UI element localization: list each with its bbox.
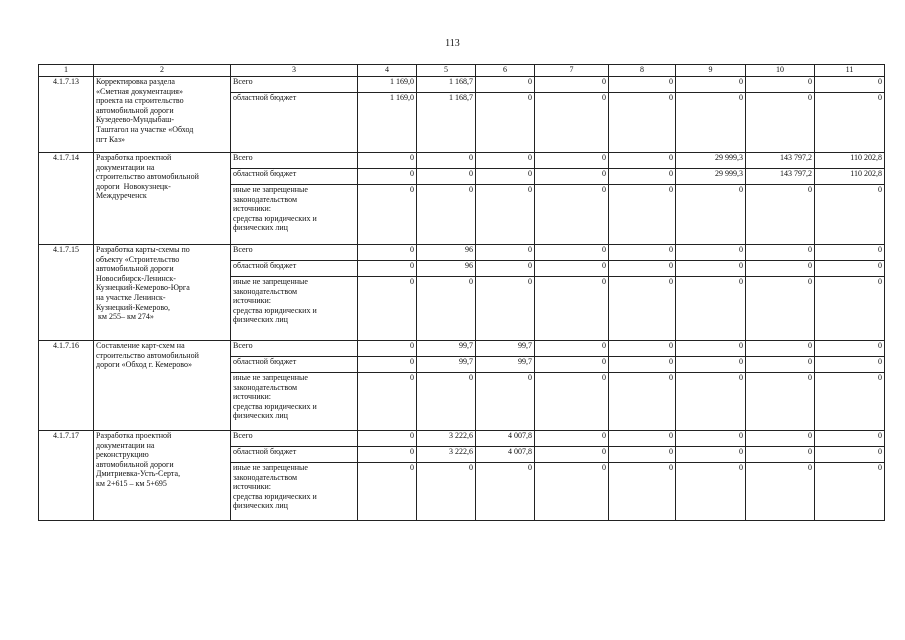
value-cell: 96 <box>417 245 476 261</box>
header-row <box>39 65 885 77</box>
item-name-line: строительство автомобильной <box>96 350 199 360</box>
value-cell: 0 <box>746 463 815 521</box>
funding-source: областной бюджет <box>231 357 358 373</box>
funding-source-line: физических лиц <box>233 223 288 233</box>
item-name-line: документации на <box>96 162 155 172</box>
funding-source-line: средства юридических и <box>233 213 317 223</box>
value-cell: 0 <box>476 169 535 185</box>
budget-table <box>38 64 885 521</box>
value-cell: 0 <box>676 77 746 93</box>
item-name-line: дороги «Обход г. Кемерово» <box>96 360 193 370</box>
funding-source-line: иные не запрещенные <box>233 185 308 194</box>
value-cell: 0 <box>676 447 746 463</box>
value-cell: 4 007,8 <box>476 447 535 463</box>
item-name <box>94 77 231 153</box>
funding-source-line: источники: <box>233 392 271 402</box>
value-cell: 0 <box>746 245 815 261</box>
funding-source-line: источники: <box>233 482 271 492</box>
value-cell: 0 <box>746 373 815 431</box>
funding-source: Всего <box>231 245 358 261</box>
value-cell: 99,7 <box>476 357 535 373</box>
value-cell: 0 <box>609 245 676 261</box>
value-cell: 0 <box>476 153 535 169</box>
funding-source-line: иные не запрещенные <box>233 463 308 472</box>
value-cell: 0 <box>358 447 417 463</box>
funding-source-line: законодательством <box>233 194 298 204</box>
value-cell: 0 <box>609 373 676 431</box>
value-cell: 0 <box>746 447 815 463</box>
item-name-line: Кузнецкий-Кемерово, <box>96 302 171 312</box>
funding-source-line: законодательством <box>233 286 298 296</box>
value-cell: 0 <box>676 185 746 245</box>
value-cell: 0 <box>476 373 535 431</box>
funding-source-line: законодательством <box>233 382 298 392</box>
item-name <box>94 245 231 341</box>
value-cell: 0 <box>746 261 815 277</box>
value-cell: 0 <box>676 463 746 521</box>
page-number: 113 <box>445 38 460 49</box>
value-cell: 1 169,0 <box>358 93 417 153</box>
value-cell: 0 <box>358 261 417 277</box>
funding-source-line: иные не запрещенные <box>233 277 308 286</box>
value-cell: 0 <box>746 77 815 93</box>
table-row <box>39 153 885 169</box>
value-cell: 0 <box>535 277 609 341</box>
table-row <box>39 77 885 93</box>
column-header: 8 <box>609 65 676 77</box>
funding-source-line: средства юридических и <box>233 305 317 315</box>
funding-source-line: физических лиц <box>233 315 288 325</box>
value-cell: 0 <box>609 77 676 93</box>
value-cell: 0 <box>476 93 535 153</box>
value-cell: 0 <box>815 261 885 277</box>
value-cell: 0 <box>535 93 609 153</box>
value-cell: 143 797,2 <box>746 169 815 185</box>
funding-source-line: физических лиц <box>233 501 288 511</box>
value-cell: 0 <box>609 93 676 153</box>
value-cell: 0 <box>417 169 476 185</box>
value-cell: 0 <box>476 277 535 341</box>
value-cell: 1 168,7 <box>417 77 476 93</box>
value-cell: 99,7 <box>417 357 476 373</box>
funding-source: Всего <box>231 153 358 169</box>
value-cell: 0 <box>358 357 417 373</box>
item-code: 4.1.7.14 <box>39 153 94 245</box>
value-cell: 0 <box>476 261 535 277</box>
value-cell: 0 <box>815 93 885 153</box>
value-cell: 96 <box>417 261 476 277</box>
item-name-line: км 255– км 274» <box>96 312 154 322</box>
value-cell: 0 <box>358 185 417 245</box>
funding-source-line: источники: <box>233 296 271 306</box>
item-name-line: на участке Ленинск- <box>96 292 166 302</box>
column-header: 6 <box>476 65 535 77</box>
item-name-line: «Сметная документация» <box>96 86 183 96</box>
value-cell: 0 <box>609 341 676 357</box>
value-cell: 0 <box>609 169 676 185</box>
value-cell: 0 <box>609 463 676 521</box>
item-name-line: документации на <box>96 440 155 450</box>
value-cell: 0 <box>535 341 609 357</box>
item-name-line: пгт Каз» <box>96 134 125 144</box>
value-cell: 0 <box>476 185 535 245</box>
value-cell: 0 <box>609 357 676 373</box>
value-cell: 0 <box>535 185 609 245</box>
value-cell: 0 <box>535 373 609 431</box>
item-name-line: Дмитриевка-Усть-Серта, <box>96 469 181 479</box>
value-cell: 0 <box>535 153 609 169</box>
funding-source-line: физических лиц <box>233 411 288 421</box>
column-header: 10 <box>746 65 815 77</box>
value-cell: 0 <box>746 277 815 341</box>
funding-source-line: средства юридических и <box>233 491 317 501</box>
value-cell: 0 <box>535 261 609 277</box>
value-cell: 0 <box>676 373 746 431</box>
value-cell: 1 168,7 <box>417 93 476 153</box>
value-cell: 0 <box>358 277 417 341</box>
table-row <box>39 431 885 447</box>
value-cell: 0 <box>358 169 417 185</box>
funding-source: областной бюджет <box>231 447 358 463</box>
value-cell: 0 <box>535 357 609 373</box>
value-cell: 0 <box>676 431 746 447</box>
item-name-line: автомобильной дороги <box>96 459 174 469</box>
table-row <box>39 245 885 261</box>
value-cell: 99,7 <box>476 341 535 357</box>
value-cell: 0 <box>417 463 476 521</box>
item-name-line: Кузнецкий-Кемерово-Юрга <box>96 283 190 293</box>
item-code: 4.1.7.15 <box>39 245 94 341</box>
item-name <box>94 341 231 431</box>
value-cell: 0 <box>358 431 417 447</box>
item-name-line: Кузедеево-Мундыбаш- <box>96 115 174 125</box>
value-cell: 0 <box>746 341 815 357</box>
funding-source <box>231 185 358 245</box>
item-name <box>94 153 231 245</box>
item-code: 4.1.7.16 <box>39 341 94 431</box>
value-cell: 0 <box>535 245 609 261</box>
column-header: 9 <box>676 65 746 77</box>
funding-source <box>231 373 358 431</box>
value-cell: 0 <box>417 185 476 245</box>
value-cell: 0 <box>815 77 885 93</box>
value-cell: 0 <box>609 261 676 277</box>
value-cell: 3 222,6 <box>417 431 476 447</box>
funding-source-line: иные не запрещенные <box>233 373 308 382</box>
value-cell: 0 <box>358 463 417 521</box>
value-cell: 0 <box>815 463 885 521</box>
value-cell: 0 <box>417 153 476 169</box>
value-cell: 0 <box>815 373 885 431</box>
value-cell: 0 <box>676 261 746 277</box>
funding-source-line: средства юридических и <box>233 401 317 411</box>
value-cell: 0 <box>676 357 746 373</box>
item-name <box>94 431 231 521</box>
column-header: 5 <box>417 65 476 77</box>
value-cell: 3 222,6 <box>417 447 476 463</box>
column-header: 4 <box>358 65 417 77</box>
value-cell: 0 <box>535 447 609 463</box>
value-cell: 0 <box>535 169 609 185</box>
value-cell: 1 169,0 <box>358 77 417 93</box>
value-cell: 29 999,3 <box>676 169 746 185</box>
column-header: 11 <box>815 65 885 77</box>
value-cell: 0 <box>676 277 746 341</box>
item-name-line: реконструкцию <box>96 450 149 460</box>
item-name-line: дороги Новокузнецк- <box>96 181 171 191</box>
item-name-line: Разработка проектной <box>96 153 172 162</box>
funding-source: Всего <box>231 431 358 447</box>
value-cell: 0 <box>358 341 417 357</box>
item-name-line: автомобильной дороги <box>96 264 174 274</box>
funding-source: областной бюджет <box>231 93 358 153</box>
value-cell: 0 <box>676 93 746 153</box>
funding-source <box>231 277 358 341</box>
value-cell: 0 <box>609 447 676 463</box>
funding-source: Всего <box>231 341 358 357</box>
item-code: 4.1.7.17 <box>39 431 94 521</box>
value-cell: 0 <box>746 357 815 373</box>
item-name-line: Корректировка раздела <box>96 77 175 86</box>
value-cell: 0 <box>535 77 609 93</box>
value-cell: 143 797,2 <box>746 153 815 169</box>
item-name-line: проекта на строительство <box>96 96 184 106</box>
value-cell: 0 <box>746 93 815 153</box>
value-cell: 0 <box>815 447 885 463</box>
value-cell: 0 <box>676 245 746 261</box>
value-cell: 0 <box>417 373 476 431</box>
value-cell: 110 202,8 <box>815 153 885 169</box>
item-name-line: Разработка карты-схемы по <box>96 245 190 254</box>
value-cell: 0 <box>476 463 535 521</box>
value-cell: 0 <box>815 431 885 447</box>
value-cell: 99,7 <box>417 341 476 357</box>
value-cell: 0 <box>535 463 609 521</box>
item-name-line: Междуреченск <box>96 191 147 201</box>
value-cell: 0 <box>417 277 476 341</box>
item-name-line: Составление карт-схем на <box>96 341 185 350</box>
value-cell: 0 <box>476 77 535 93</box>
item-name-line: Новосибирск-Ленинск- <box>96 273 176 283</box>
item-name-line: строительство автомобильной <box>96 172 199 182</box>
funding-source: областной бюджет <box>231 169 358 185</box>
value-cell: 0 <box>609 185 676 245</box>
value-cell: 0 <box>676 341 746 357</box>
value-cell: 0 <box>609 431 676 447</box>
value-cell: 110 202,8 <box>815 169 885 185</box>
value-cell: 0 <box>746 185 815 245</box>
value-cell: 0 <box>358 153 417 169</box>
funding-source-line: законодательством <box>233 472 298 482</box>
value-cell: 29 999,3 <box>676 153 746 169</box>
value-cell: 0 <box>815 245 885 261</box>
item-name-line: автомобильной дороги <box>96 105 174 115</box>
funding-source: областной бюджет <box>231 261 358 277</box>
value-cell: 0 <box>609 277 676 341</box>
funding-source <box>231 463 358 521</box>
funding-source: Всего <box>231 77 358 93</box>
item-name-line: объекту «Строительство <box>96 254 180 264</box>
funding-source-line: источники: <box>233 204 271 214</box>
value-cell: 0 <box>535 431 609 447</box>
item-name-line: км 2+615 – км 5+695 <box>96 478 167 488</box>
value-cell: 0 <box>815 277 885 341</box>
value-cell: 4 007,8 <box>476 431 535 447</box>
value-cell: 0 <box>746 431 815 447</box>
table-body <box>39 77 885 521</box>
value-cell: 0 <box>815 185 885 245</box>
value-cell: 0 <box>609 153 676 169</box>
table-row <box>39 341 885 357</box>
item-name-line: Таштагол на участке «Обход <box>96 124 194 134</box>
column-header: 1 <box>39 65 94 77</box>
value-cell: 0 <box>476 245 535 261</box>
value-cell: 0 <box>358 373 417 431</box>
column-header: 2 <box>94 65 231 77</box>
column-header: 3 <box>231 65 358 77</box>
value-cell: 0 <box>358 245 417 261</box>
value-cell: 0 <box>815 357 885 373</box>
value-cell: 0 <box>815 341 885 357</box>
item-code: 4.1.7.13 <box>39 77 94 153</box>
column-header: 7 <box>535 65 609 77</box>
item-name-line: Разработка проектной <box>96 431 172 440</box>
